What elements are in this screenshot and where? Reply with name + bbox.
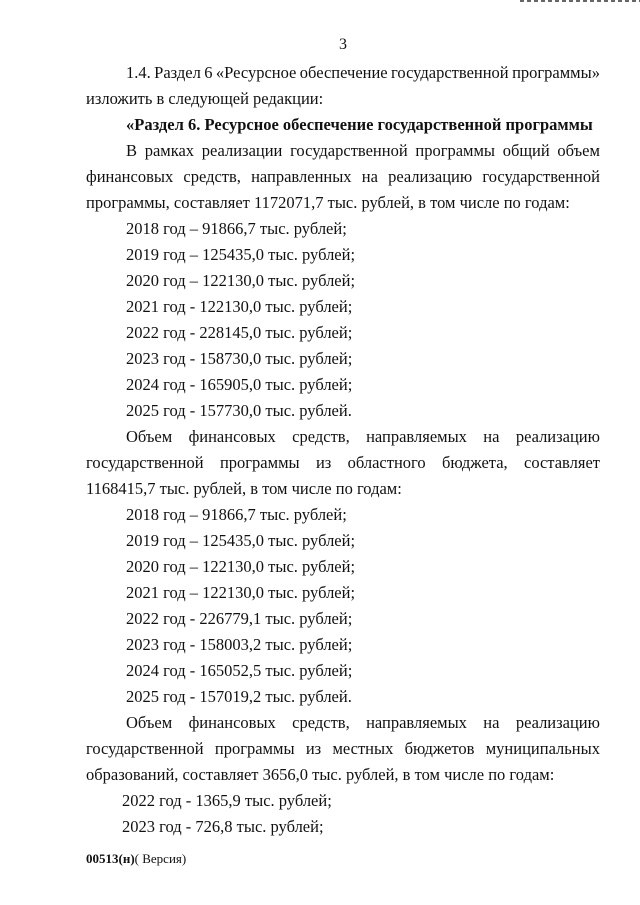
word: областного <box>347 453 426 472</box>
word: государственной <box>86 453 204 472</box>
page-number: 3 <box>339 36 347 53</box>
regional-year-item: 2021 год – 122130,0 тыс. рублей; <box>126 583 356 602</box>
document-version: ( Версия) <box>134 851 187 866</box>
paragraph-1-line-3: программы, составляет 1172071,7 тыс. рублей, в том числе по годам: <box>86 193 570 212</box>
paragraph-3-line-3: образований, составляет 3656,0 тыс. рублей, в том числе по годам: <box>86 765 555 784</box>
word: составляет <box>524 453 600 472</box>
total-year-item: 2018 год – 91866,7 тыс. рублей; <box>126 219 347 238</box>
paragraph-1-line-1 <box>126 141 600 161</box>
regional-year-item: 2020 год – 122130,0 тыс. рублей; <box>126 557 356 576</box>
municipal-year-item: 2022 год - 1365,9 тыс. рублей; <box>122 791 332 810</box>
paragraph-2-line-2 <box>86 453 600 473</box>
paragraph-2-line-1 <box>126 427 600 447</box>
total-year-item: 2021 год - 122130,0 тыс. рублей; <box>126 297 353 316</box>
total-year-item: 2020 год – 122130,0 тыс. рублей; <box>126 271 356 290</box>
word: объем <box>557 141 600 160</box>
regional-year-item: 2024 год - 165052,5 тыс. рублей; <box>126 661 353 680</box>
document-code: 00513(н) <box>86 851 135 866</box>
word: 1.4. <box>126 63 151 82</box>
regional-year-item: 2018 год – 91866,7 тыс. рублей; <box>126 505 347 524</box>
word: государственной <box>290 141 408 160</box>
word: средств, <box>292 427 350 446</box>
word: государственной <box>86 739 204 758</box>
word: государственной <box>482 167 600 186</box>
word: реализацию <box>515 427 600 446</box>
word: Объем <box>126 427 173 446</box>
regional-year-item: 2023 год - 158003,2 тыс. рублей; <box>126 635 353 654</box>
total-year-item: 2025 год - 157730,0 тыс. рублей. <box>126 401 352 420</box>
word: В <box>126 141 138 160</box>
word: на <box>483 713 500 732</box>
paragraph-3-line-1 <box>126 713 600 733</box>
word: рамках <box>144 141 195 160</box>
word: 6 <box>204 63 213 82</box>
section-heading: «Раздел 6. Ресурсное обеспечение государственной программы <box>126 115 593 134</box>
total-year-item: 2022 год - 228145,0 тыс. рублей; <box>126 323 353 342</box>
word: обеспечение <box>299 63 388 82</box>
intro-line-2: изложить в следующей редакции: <box>86 89 324 108</box>
word: направляемых <box>366 427 467 446</box>
word: реализации <box>201 141 283 160</box>
word: направляемых <box>366 713 467 732</box>
word: муниципальных <box>485 739 600 758</box>
word: финансовых <box>86 167 174 186</box>
total-year-item: 2019 год – 125435,0 тыс. рублей; <box>126 245 356 264</box>
intro-line-1 <box>126 63 600 83</box>
municipal-year-item: 2023 год - 726,8 тыс. рублей; <box>122 817 324 836</box>
word: бюджетов <box>404 739 475 758</box>
word: финансовых <box>188 713 276 732</box>
word: Объем <box>126 713 173 732</box>
regional-year-item: 2022 год - 226779,1 тыс. рублей; <box>126 609 353 628</box>
word: государственной <box>391 63 509 82</box>
document-footer <box>86 851 186 867</box>
word: программы <box>219 453 300 472</box>
word: на <box>361 167 378 186</box>
word: из <box>305 739 322 758</box>
word: программы <box>214 739 295 758</box>
word: реализацию <box>388 167 473 186</box>
paragraph-2-line-3: 1168415,7 тыс. рублей, в том числе по годам: <box>86 479 402 498</box>
paragraph-3-line-2 <box>86 739 600 759</box>
word: программы <box>415 141 496 160</box>
word: программы» <box>512 63 600 82</box>
regional-year-item: 2019 год – 125435,0 тыс. рублей; <box>126 531 356 550</box>
word: Раздел <box>154 63 201 82</box>
word: на <box>483 427 500 446</box>
paragraph-1-line-2 <box>86 167 600 187</box>
word: финансовых <box>188 427 276 446</box>
word: из <box>315 453 332 472</box>
total-year-item: 2024 год - 165905,0 тыс. рублей; <box>126 375 353 394</box>
word: реализацию <box>515 713 600 732</box>
word: средств, <box>292 713 350 732</box>
word: «Ресурсное <box>215 63 297 82</box>
word: местных <box>332 739 394 758</box>
regional-year-item: 2025 год - 157019,2 тыс. рублей. <box>126 687 352 706</box>
total-year-item: 2023 год - 158730,0 тыс. рублей; <box>126 349 353 368</box>
scan-edge-mark <box>520 0 640 2</box>
word: направленных <box>251 167 352 186</box>
word: общий <box>502 141 550 160</box>
word: бюджета, <box>442 453 508 472</box>
word: средств, <box>183 167 241 186</box>
